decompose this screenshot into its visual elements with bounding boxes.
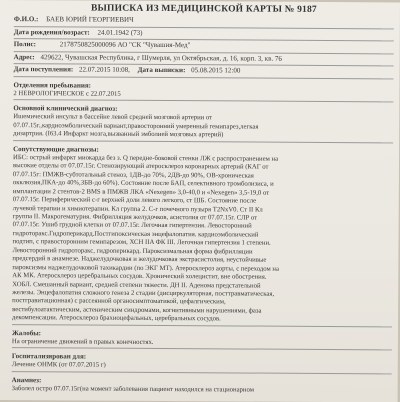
policy-label: Полис: — [13, 40, 37, 49]
comorbid-line: 07.07.15г: ПМЖВ-субтотальный стеноз, 1ДВ-до 70%, 2ДВ-до 90%, ОВ-хроническая — [12, 170, 254, 180]
stay-value: 2 НЕВРОЛОГИЧЕСКОЕ с 22.07.2015 — [13, 90, 121, 98]
main-diagnosis-line: дизартрия. (I63.4 Инфаркт мозга,вызванный эмболией мозговых артерий) — [13, 130, 224, 139]
main-diagnosis-line: 07.07.15г.,кардиоэмболический вариант,правосторонний умеренный гемипарез,легкая — [13, 121, 259, 131]
patient-name-label: Ф.И.О.: — [13, 15, 39, 24]
comorbid-line: подтип, с правосторонним гемипарезом, ХСН IIA ФК III. Легочная гипертензия 1 степени. — [12, 238, 271, 247]
comorbid-line: группа II. Макрогематурия. Фибрилляция желудочков, асистолия от 07.07.15г. СЛР от — [12, 213, 258, 222]
hospitalization-label: Госпитализирован для: — [11, 352, 87, 361]
discharge-date-label: Дата выписки: — [137, 66, 186, 75]
address-label: Адрес: — [13, 52, 35, 61]
comorbid-diagnoses-label: Сопутствующие диагнозы: — [13, 144, 99, 154]
document-title: ВЫПИСКА ИЗ МЕДИЦИНСКОЙ КАРТЫ № 9187 — [90, 3, 317, 15]
admission-date: 22.07.2015 10:08, — [78, 65, 130, 75]
address: 429622, Чувашская Республика, г Шумерля, ул Октябрьская, д. 16, корп. 3, кв. 76 — [40, 53, 282, 63]
comorbid-line: пароксизмы наджелудочковой тахикардии (по ЭКГ МТ). Атеросклероз аорты, с переходом на — [12, 263, 279, 273]
comorbid-line: ХОБЛ. Смешанный вариант, средней степени тяжести. ДН II. Аденома предстательной — [12, 280, 261, 290]
policy-number: 2178750825000096 АО "СК "Чувашия-Мед" — [59, 40, 191, 50]
comorbid-line: Левосторонний гидроторакс, гидроперикард. Пароксизмальная форма фибрилляции — [12, 246, 253, 256]
main-diagnosis-label: Основной клинический диагноз: — [13, 104, 118, 114]
comorbid-line: ИБС: острый инфаркт миокарда без з. Q передне-боковой стенки ЛЖ с распространением на — [13, 153, 279, 163]
comorbid-line: 07.07.15г. Периферический с-г верхней доли левого легкого, ст ШБ. Состояние после — [12, 196, 257, 205]
comorbid-line: высокие отделы от 07.07.15г. Стенозирующий атеросклероз коронарных артерий (КАГ от — [12, 162, 269, 171]
comorbid-line: АК МК. Атеросклероз церебральных сосудов. Хронический холецистит, вне обострения. — [12, 272, 267, 281]
comorbid-line: гидроторакс.Гидроперикард.Постгипоксическая энцефалопатия. кардиоэмболический — [12, 229, 259, 239]
comorbid-line: 07.07.15г. Ушиб грудной клетки от 07.07.15г. Легочная гипертензия. Левосторонний — [12, 221, 252, 230]
discharge-date: 05.08.2015 12:00 — [191, 66, 241, 75]
comorbid-line: железы. Энцефалопатия сложного генеза 2 стадии (дисциркуляторная, посттравматическая, — [12, 289, 275, 298]
admission-date-label: Дата поступления: — [13, 65, 74, 74]
comorbid-line: декомпенсации. Атеросклероз брахиоцефальных, церебральных сосудов. — [12, 314, 221, 323]
main-diagnosis-text — [13, 114, 393, 142]
comorbid-line: предсердий в анамнезе. Наджелудочковая и желудочковая экстрасистолия, неустойчивые — [12, 255, 267, 264]
comorbid-line: имплантации 2 стентов-2 BMS в ПМЖВ ЛКА «Nexegen» 3,0-40,0 и «Nexegen» 3,5-19,0 от — [12, 187, 270, 197]
anamnesis-label: Анамнез: — [11, 375, 42, 385]
comorbid-diagnoses-text — [12, 154, 393, 325]
complaints-label: Жалобы: — [11, 328, 42, 338]
birth-date: 24.01.1942 (73) — [97, 28, 143, 37]
complaints-text: На ограничение движений в правых конечностях. — [11, 337, 154, 346]
comorbid-line: постгравитационная) с рассеянной органосимптоматикой, цефалгическим, — [12, 297, 226, 306]
main-diagnosis-line: Ишемический инсульт в бассейне левой средней мозговой артерии от — [13, 113, 213, 122]
comorbid-line: вестибулоатактическим, астеническим синдромами, когнитивными нарушениями, фаза — [12, 306, 262, 315]
comorbid-line: лучевой терапии и химиотерапии. Кл группа 2. С-г почечного пузыря T2NxV0. Ст II Кл — [12, 204, 263, 214]
anamnesis-text: Заболел остро 07.07.15г(на момент заболевания пациент находился на стационарном — [11, 384, 254, 394]
stay-label: Отделения пребывания: — [13, 81, 92, 90]
birth-date-label: Дата рождения/возраст: — [13, 27, 90, 37]
patient-name: БАЕВ ЮРИЙ ГЕОРГИЕВИЧ — [46, 15, 134, 24]
hospitalization-text: Лечение ОНМК (от 07.07.2015 г) — [11, 361, 106, 369]
comorbid-line: окклюзия,ПКА-до 40%,ЗБВ-до 60%). Состояние после БАП, селективного тромболизиса, и — [12, 179, 274, 188]
